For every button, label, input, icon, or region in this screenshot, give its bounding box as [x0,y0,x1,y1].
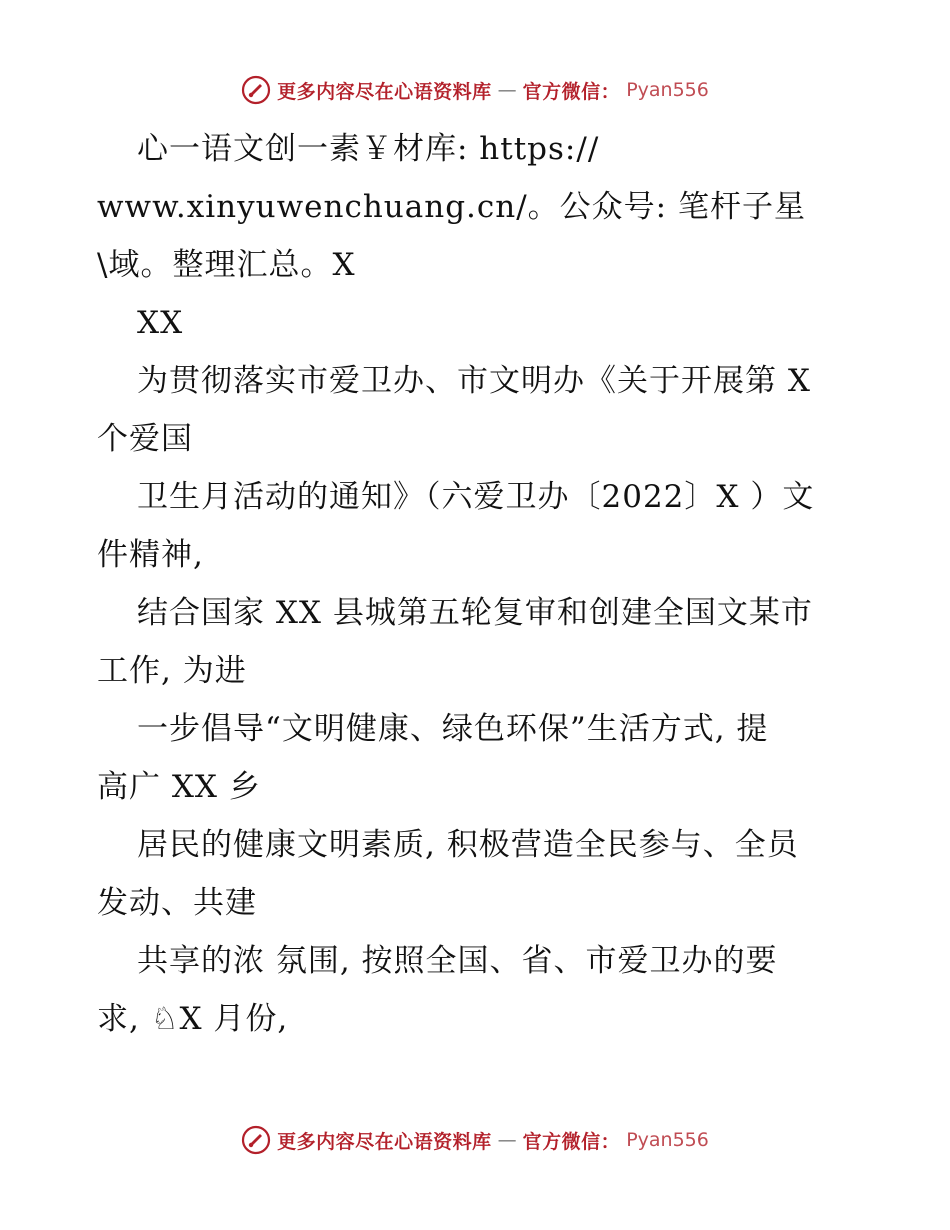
text-line: www.xinyuwenchuang.cn/。公众号: 笔杆子星 [97,189,806,225]
watermark-logo-icon [241,75,271,105]
watermark-logo-icon [241,1125,271,1155]
watermark-official-label: 官方微信： [522,1130,621,1153]
text-line: 工作, 为进 [97,653,247,689]
footer-watermark [0,1120,950,1160]
text-line: \域。整理汇总。X [97,247,356,283]
watermark-text: 更多内容尽在心语资料库 [277,1130,492,1153]
text-line: 结合国家 XX 县城第五轮复审和创建全国文某市 [137,595,813,631]
text-line: 件精神, [97,537,204,573]
watermark-wechat-id: Pyan556 [626,1129,709,1151]
watermark-official-label: 官方微信： [522,80,621,103]
document-body [97,120,877,1048]
text-line: 一步倡导“文明健康、绿色环保”生活方式, 提 [137,711,769,747]
text-line: 个爱国 [97,421,193,457]
text-line: 共享的浓 氛围, 按照全国、省、市爱卫办的要 [137,943,778,979]
text-line: 为贯彻落实市爱卫办、市文明办《关于开展第 X [137,363,811,399]
text-line: 求, ♘X 月份, [97,1001,289,1037]
text-line: XX [137,305,184,341]
header-watermark [0,70,950,110]
watermark-separator: — [497,1129,517,1151]
watermark-text: 更多内容尽在心语资料库 [277,80,492,103]
text-line: 心一语文创一素￥材库: https:// [137,131,600,167]
text-line: 卫生月活动的通知》（六爱卫办〔2022〕X ）文 [137,479,815,515]
watermark-wechat-id: Pyan556 [626,79,709,101]
watermark-separator: — [497,79,517,101]
text-line: 发动、共建 [97,885,257,921]
text-line: 居民的健康文明素质, 积极营造全民参与、全员 [137,827,799,863]
text-line: 高广 XX 乡 [97,769,261,805]
